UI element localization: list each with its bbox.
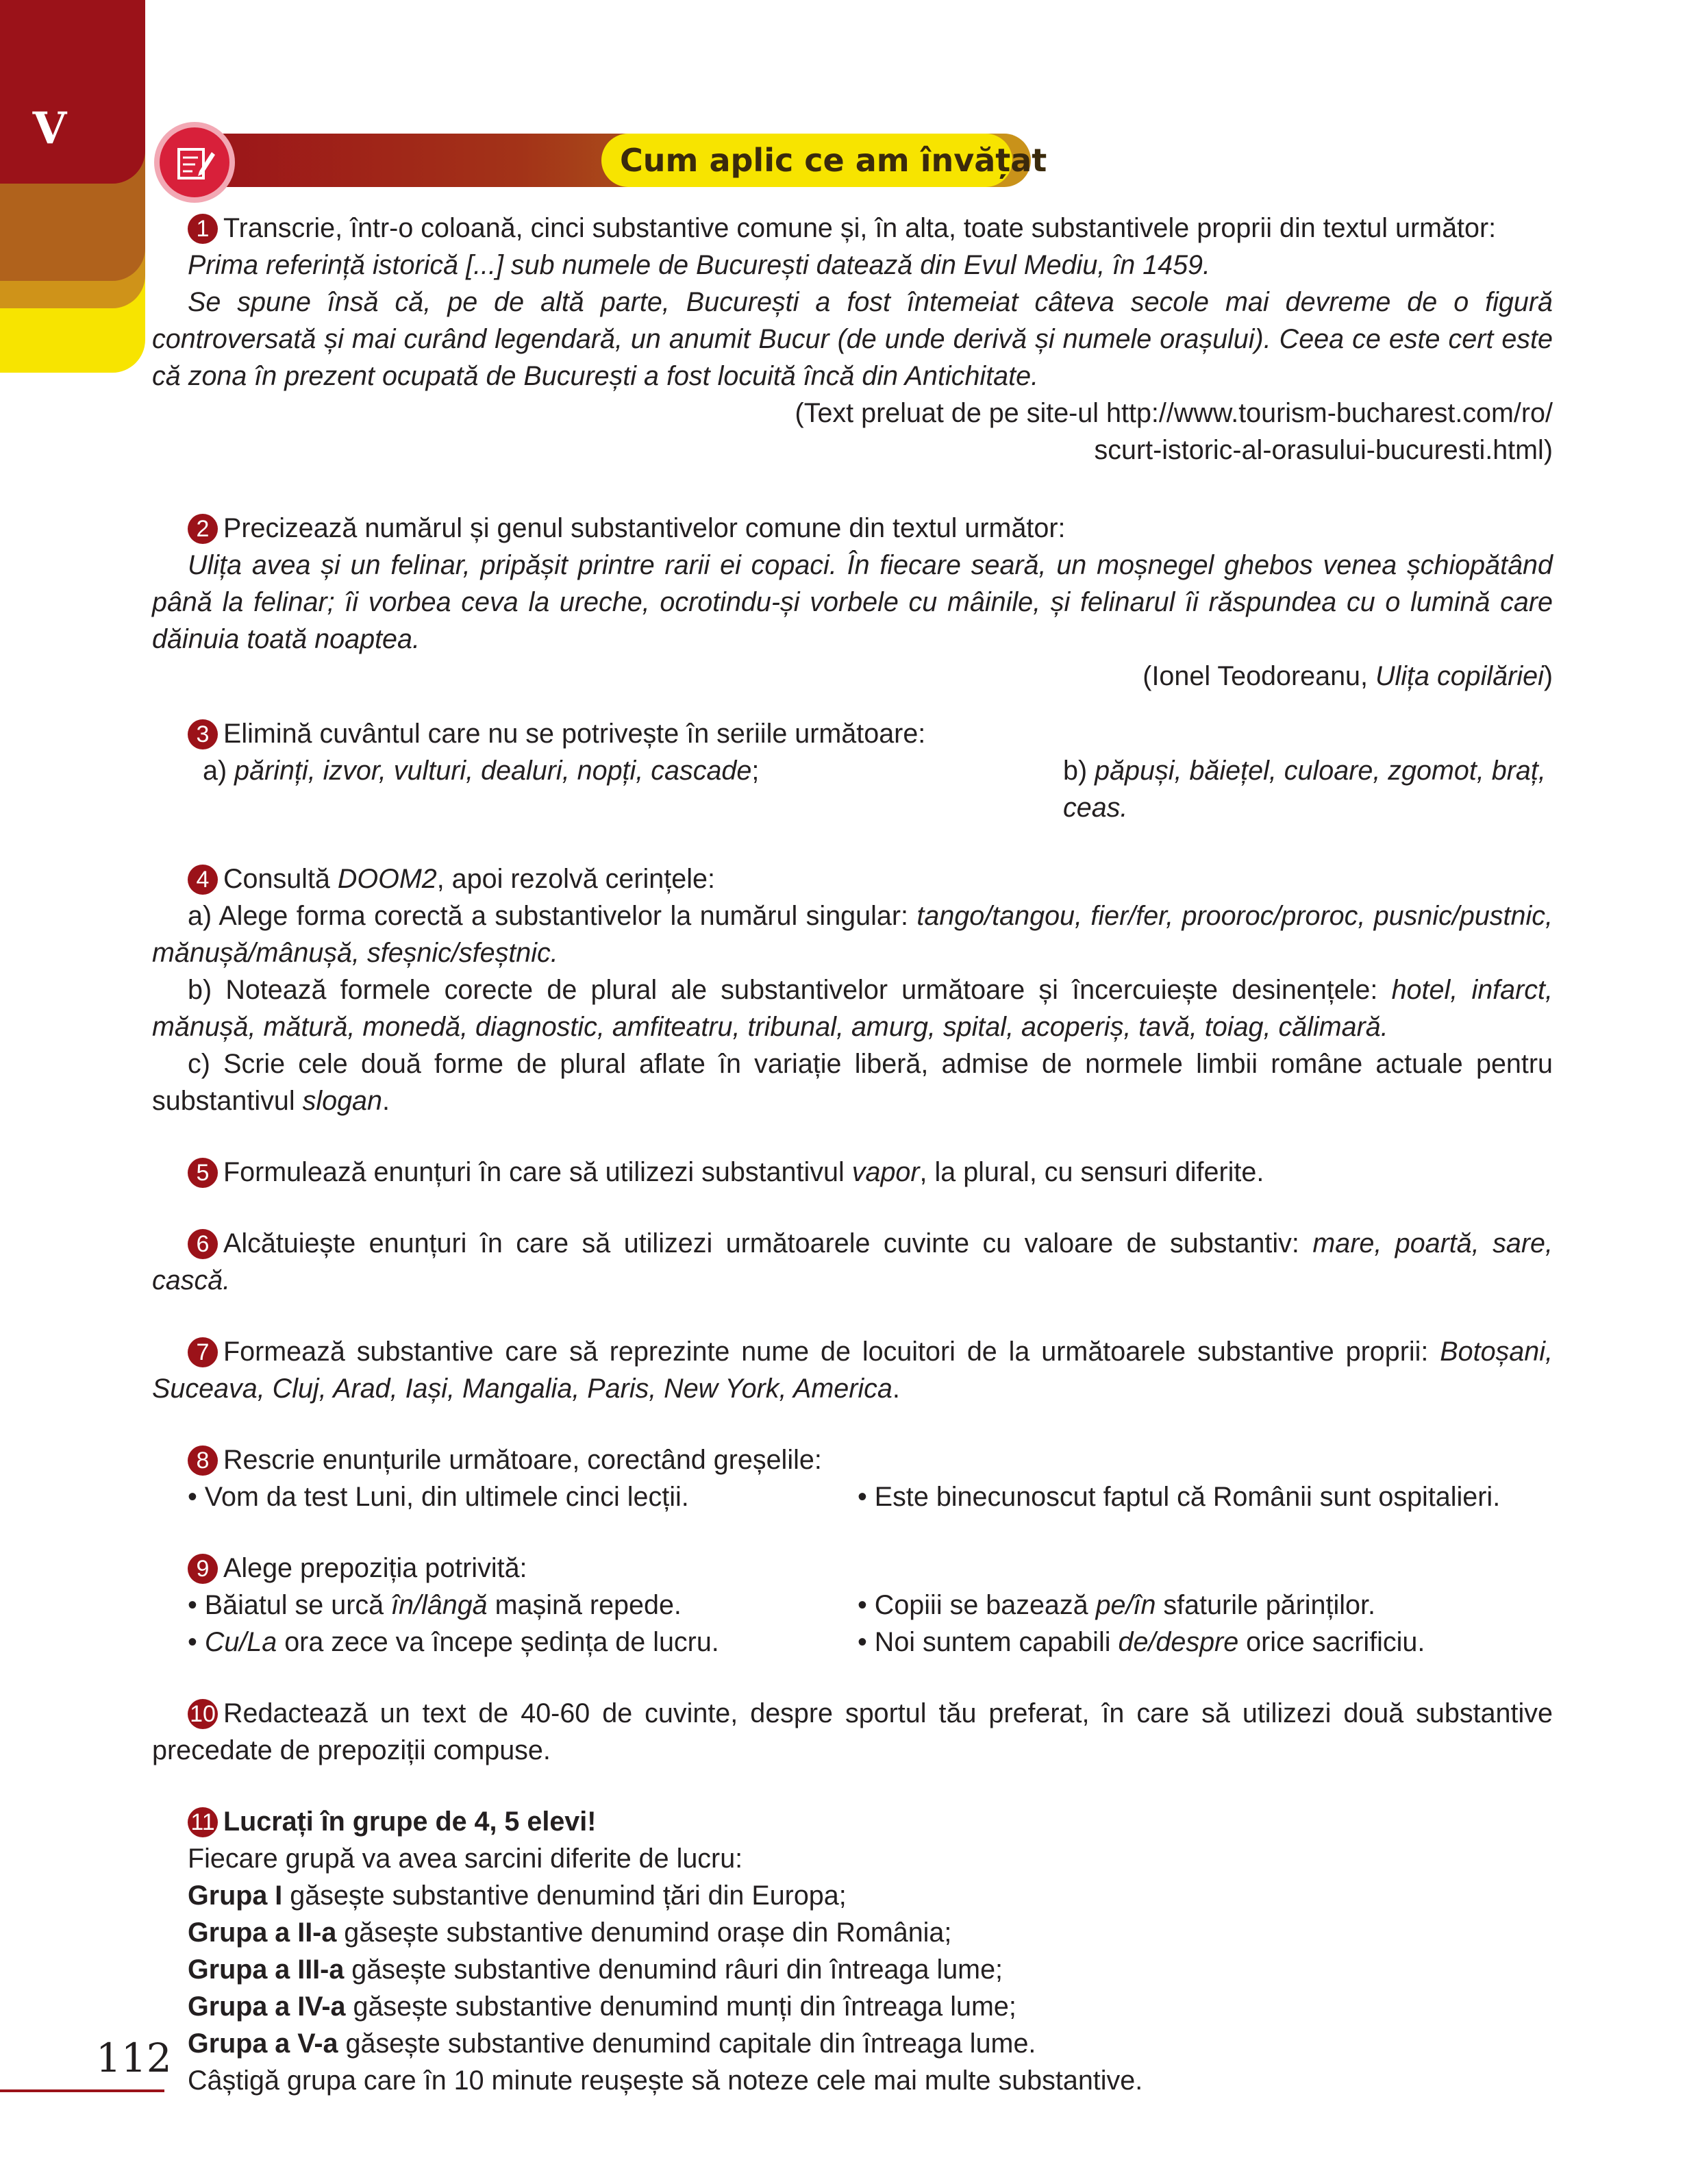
- exercise-instruction: Elimină cuvântul care nu se potrivește în seriile următoare:: [223, 719, 926, 749]
- side-tab-red: [0, 0, 145, 184]
- option-b: b) păpuși, băiețel, culoare, zgomot, braț, ceas.: [1063, 756, 1546, 823]
- task-b: b) Notează formele corecte de plural ale substantivelor următoare și încercuiește desinențele: hotel, infarct, mănușă, mătură, monedă, diagnostic, amfiteatru, tribunal, amurg, spital, acoperiș, tavă, toiag, călimară.: [152, 975, 1553, 1042]
- exercise-outro: Câștigă grupa care în 10 minute reușește să noteze cele mai multe substantive.: [188, 2065, 1143, 2096]
- exercise-9: [152, 1550, 1553, 1661]
- group-item: Grupa a V-a găsește substantive denumind capitale din întreaga lume.: [188, 2028, 1036, 2059]
- list-item: • Băiatul se urcă în/lângă mașină repede.: [188, 1590, 682, 1620]
- exercise-list: [152, 210, 1553, 2133]
- exercise-10: 10 Redactează un text de 40-60 de cuvinte, despre sportul tău preferat, în care să utilizezi două substantive precedate de prepoziții compuse.: [152, 1698, 1553, 1765]
- exercise-number: 6: [188, 1229, 218, 1259]
- exercise-number: 2: [188, 514, 218, 544]
- list-item: • Este binecunoscut faptul că Românii sunt ospitalieri.: [858, 1482, 1501, 1512]
- footer-rule: [0, 2089, 164, 2092]
- exercise-number: 1: [188, 214, 218, 244]
- exercise-8: [152, 1441, 1553, 1515]
- list-item: • Copiii se bazează pe/în sfaturile părinților.: [858, 1590, 1375, 1620]
- exercise-instruction: Alege prepoziția potrivită:: [223, 1553, 527, 1583]
- group-item: Grupa a II-a găsește substantive denumind orașe din România;: [188, 1918, 952, 1948]
- exercise-number: 4: [188, 865, 218, 895]
- exercise-text: Se spune însă că, pe de altă parte, București a fost întemeiat câteva secole mai devreme de o figură controversată și mai curând legendară, un anumit Bucur (de unde derivă și numele orașului). Ceea ce este cert este că zona în prezent ocupată de București a fost locuită încă din Antichitate.: [152, 287, 1553, 391]
- exercise-text: Prima referință istorică [...] sub numele de București datează din Evul Mediu, în 1459.: [188, 250, 1210, 280]
- exercise-4: 4 Consultă DOOM2, apoi rezolvă cerințele: a) Alege forma corectă a substantivelor la numărul singular: tango/tangou, fier/fer, prooroc/proroc, pusnic/pustnic, mănușă/mânușă, sfeșnic/sfeștnic. b) Notează formele corecte de plural ale substantivelor următoare și încercuiește desinențele: hotel, infarct, mănușă, mătură, monedă, diagnostic, amfiteatru, tribunal, amurg, spital, acoperiș, tavă, toiag, călimară. c) Scrie cele două forme de plural aflate în variație liberă, admise de normele limbii române actuale pentru substantivul slogan.: [152, 860, 1553, 1119]
- exercise-1: [152, 210, 1553, 469]
- page-number: 112: [96, 2035, 172, 2081]
- list-item: • Cu/La ora zece va începe ședința de lucru.: [188, 1627, 719, 1657]
- exercise-number: 5: [188, 1158, 218, 1188]
- exercise-2: [152, 510, 1553, 695]
- exercise-number: 7: [188, 1337, 218, 1367]
- pencil-notebook-icon: [154, 122, 235, 203]
- task-a: a) Alege forma corectă a substantivelor la numărul singular: tango/tangou, fier/fer, prooroc/proroc, pusnic/pustnic, mănușă/mânușă, sfeșnic/sfeștnic.: [152, 901, 1553, 968]
- exercise-number: 8: [188, 1445, 218, 1476]
- exercise-instruction: Rescrie enunțurile următoare, corectând greșelile:: [223, 1445, 822, 1475]
- list-item: • Vom da test Luni, din ultimele cinci lecții.: [188, 1482, 689, 1512]
- exercise-title: Lucrați în grupe de 4, 5 elevi!: [223, 1807, 597, 1837]
- exercise-6: 6 Alcătuiește enunțuri în care să utilizezi următoarele cuvinte cu valoare de substantiv: mare, poartă, sare, cască.: [152, 1228, 1553, 1295]
- task-c: c) Scrie cele două forme de plural aflate în variație liberă, admise de normele limbii române actuale pentru substantivul slogan.: [152, 1049, 1553, 1116]
- exercise-7: 7 Formează substantive care să reprezinte nume de locuitori de la următoarele substantive proprii: Botoșani, Suceava, Cluj, Arad, Iași, Mangalia, Paris, New York, America.: [152, 1337, 1553, 1404]
- source-citation: (Ionel Teodoreanu, Ulița copilăriei): [1143, 661, 1553, 691]
- exercise-instruction: Transcrie, într-o coloană, cinci substantive comune și, în alta, toate substantivele proprii din textul următor:: [223, 213, 1497, 243]
- exercise-intro: Fiecare grupă va avea sarcini diferite de lucru:: [188, 1844, 743, 1874]
- source-citation: scurt-istoric-al-orasului-bucuresti.html): [1094, 435, 1553, 465]
- exercise-text: Ulița avea și un felinar, pripășit printre rarii ei copaci. În fiecare seară, un moșnegel ghebos venea șchiopătând până la felinar; îi vorbea ceva la ureche, ocrotindu-și vorbele cu mâinile, și felinarul îi răspundea cu o lumină care dăinuia toată noaptea.: [152, 550, 1553, 654]
- exercise-number: 11: [188, 1807, 218, 1837]
- exercise-11: [152, 1803, 1553, 2099]
- list-item: • Noi suntem capabili de/despre orice sacrificiu.: [858, 1627, 1425, 1657]
- exercise-instruction: Precizează numărul și genul substantivelor comune din textul următor:: [223, 513, 1066, 543]
- unit-label: V: [32, 103, 67, 154]
- section-title: Cum aplic ce am învățat: [620, 142, 1047, 179]
- exercise-5: 5 Formulează enunțuri în care să utilizezi substantivul vapor, la plural, cu sensuri diferite.: [152, 1154, 1553, 1191]
- source-citation: (Text preluat de pe site-ul http://www.tourism-bucharest.com/ro/: [795, 398, 1553, 428]
- exercise-number: 3: [188, 719, 218, 749]
- option-a: a) părinți, izvor, vulturi, dealuri, nopți, cascade;: [203, 756, 760, 786]
- exercise-number: 9: [188, 1554, 218, 1584]
- exercise-3: [152, 715, 1553, 826]
- group-item: Grupa a IV-a găsește substantive denumind munți din întreaga lume;: [188, 1991, 1016, 2022]
- group-item: Grupa I găsește substantive denumind țări din Europa;: [188, 1881, 847, 1911]
- group-item: Grupa a III-a găsește substantive denumind râuri din întreaga lume;: [188, 1955, 1003, 1985]
- exercise-number: 10: [188, 1699, 218, 1729]
